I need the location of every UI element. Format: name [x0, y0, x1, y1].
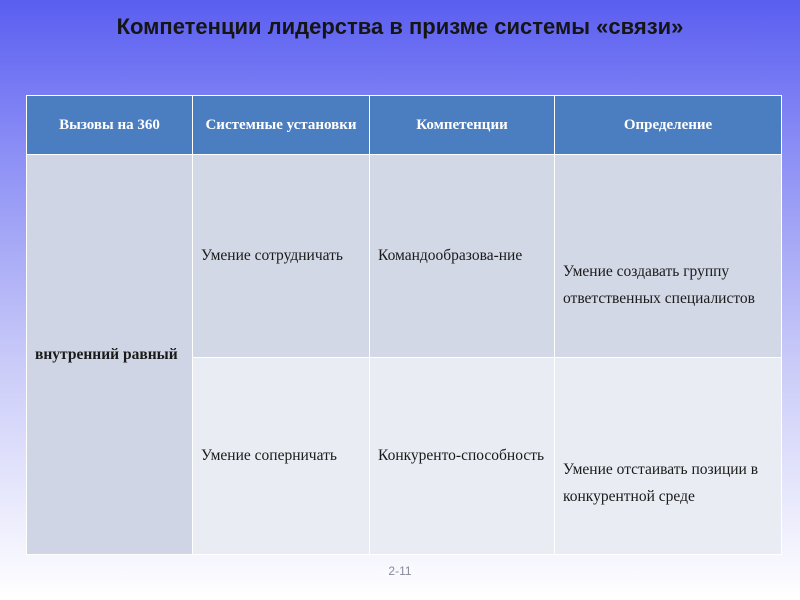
slide-title: Компетенции лидерства в призме системы «связи»: [116, 14, 684, 39]
header-competencies: Компетенции: [370, 96, 555, 155]
definition-cell: [555, 357, 782, 554]
table-row: [27, 155, 782, 358]
competency-cell: Конкуренто-способность: [370, 357, 555, 554]
header-system-attitudes: Системные установки: [193, 96, 370, 155]
challenge-cell: внутренний равный: [27, 155, 193, 555]
attitude-cell: Умение соперничать: [193, 357, 370, 554]
definition-text: Умение создавать группу ответственных специалистов: [563, 262, 755, 307]
definition-text: Умение отстаивать позиции в конкурентной среде: [563, 461, 759, 506]
header-definition: Определение: [555, 96, 782, 155]
table-header-row: [27, 96, 782, 155]
competency-table: [26, 95, 782, 555]
header-challenges: Вызовы на 360: [27, 96, 193, 155]
competency-cell: Командообразова-ние: [370, 155, 555, 358]
slide-number: 2-11: [388, 564, 412, 578]
competency-table-container: [26, 95, 781, 555]
definition-cell: [555, 155, 782, 358]
attitude-cell: Умение сотрудничать: [193, 155, 370, 358]
